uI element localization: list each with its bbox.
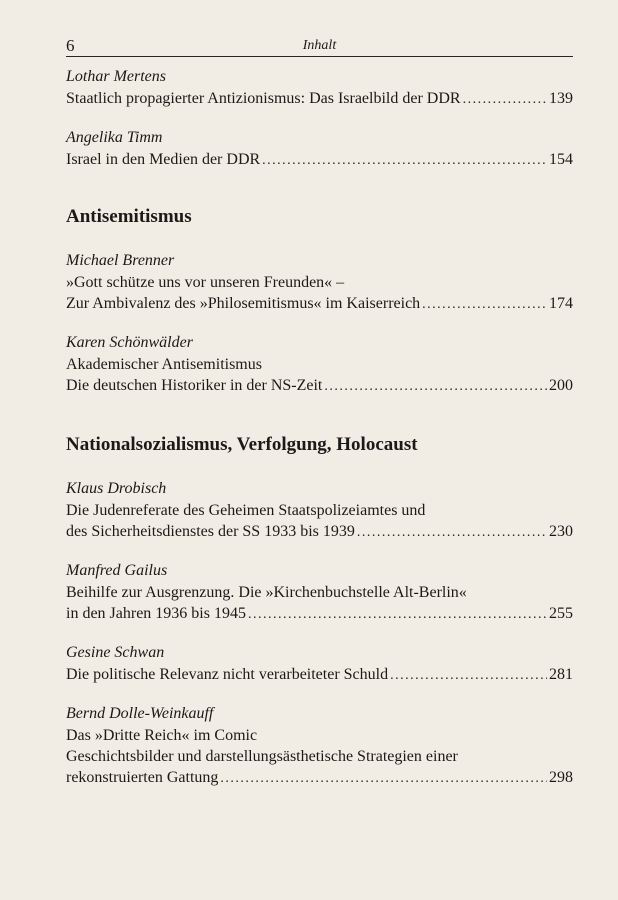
toc-entry [66, 66, 573, 109]
entry-title: Die deutschen Historiker in der NS-Zeit [66, 377, 323, 394]
toc-entry [66, 642, 573, 685]
entry-author: Lothar Mertens [66, 68, 166, 85]
dot-leader [220, 768, 547, 789]
toc-entry [66, 478, 573, 542]
entry-title: Akademischer Antisemitismus [66, 356, 262, 373]
entry-author: Michael Brenner [66, 252, 175, 269]
toc-entry [66, 560, 573, 624]
entry-page-number: 230 [549, 523, 573, 540]
entry-page-number: 281 [549, 666, 573, 683]
entry-title: Staatlich propagierter Antizionismus: Das Israelbild der DDR [66, 90, 461, 107]
page-number: 6 [66, 36, 75, 55]
dot-leader [324, 376, 547, 397]
entry-author: Karen Schönwälder [66, 334, 193, 351]
toc-content [66, 66, 573, 806]
dot-leader [248, 604, 547, 625]
toc-entry [66, 703, 573, 788]
entry-title-line [66, 521, 573, 542]
entry-title: Beihilfe zur Ausgrenzung. Die »Kirchenbuchstelle Alt-Berlin« [66, 584, 467, 601]
entry-title: Israel in den Medien der DDR [66, 151, 261, 168]
entry-title-line [66, 375, 573, 396]
entry-page-number: 174 [549, 295, 573, 312]
dot-leader [390, 665, 547, 686]
toc-entry [66, 332, 573, 396]
entry-title: Geschichtsbilder und darstellungsästhetische Strategien einer [66, 748, 458, 765]
entry-title-line [66, 664, 573, 685]
entry-title-line [66, 603, 573, 624]
entry-page-number: 139 [549, 90, 573, 107]
entry-page-number: 298 [549, 769, 573, 786]
toc-entry [66, 127, 573, 170]
entry-title: »Gott schütze uns vor unseren Freunden« – [66, 274, 345, 291]
entry-title: Das »Dritte Reich« im Comic [66, 727, 258, 744]
entry-title: Die Judenreferate des Geheimen Staatspolizeiamtes und [66, 502, 426, 519]
section-heading: Nationalsozialismus, Verfolgung, Holocaust [66, 434, 418, 455]
entry-author: Angelika Timm [66, 129, 163, 146]
dot-leader [463, 89, 547, 110]
dot-leader [357, 522, 547, 543]
entry-title: Die politische Relevanz nicht verarbeiteter Schuld [66, 666, 389, 683]
page-header [66, 36, 573, 57]
entry-title-line [66, 293, 573, 314]
section-heading: Antisemitismus [66, 206, 192, 227]
entry-page-number: 154 [549, 151, 573, 168]
dot-leader [422, 294, 547, 315]
entry-title-line [66, 767, 573, 788]
entry-author: Bernd Dolle-Weinkauff [66, 705, 214, 722]
entry-author: Gesine Schwan [66, 644, 165, 661]
entry-author: Klaus Drobisch [66, 480, 167, 497]
entry-title-line [66, 88, 573, 109]
running-title: Inhalt [302, 38, 337, 53]
entry-page-number: 255 [549, 605, 573, 622]
entry-title: Zur Ambivalenz des »Philosemitismus« im Kaiserreich [66, 295, 421, 312]
entry-title: in den Jahren 1936 bis 1945 [66, 605, 246, 622]
entry-author: Manfred Gailus [66, 562, 168, 579]
entry-title: des Sicherheitsdienstes der SS 1933 bis 1939 [66, 523, 355, 540]
entry-title-line [66, 149, 573, 170]
entry-title: rekonstruierten Gattung [66, 769, 219, 786]
entry-page-number: 200 [549, 377, 573, 394]
toc-entry [66, 250, 573, 314]
dot-leader [262, 150, 547, 171]
